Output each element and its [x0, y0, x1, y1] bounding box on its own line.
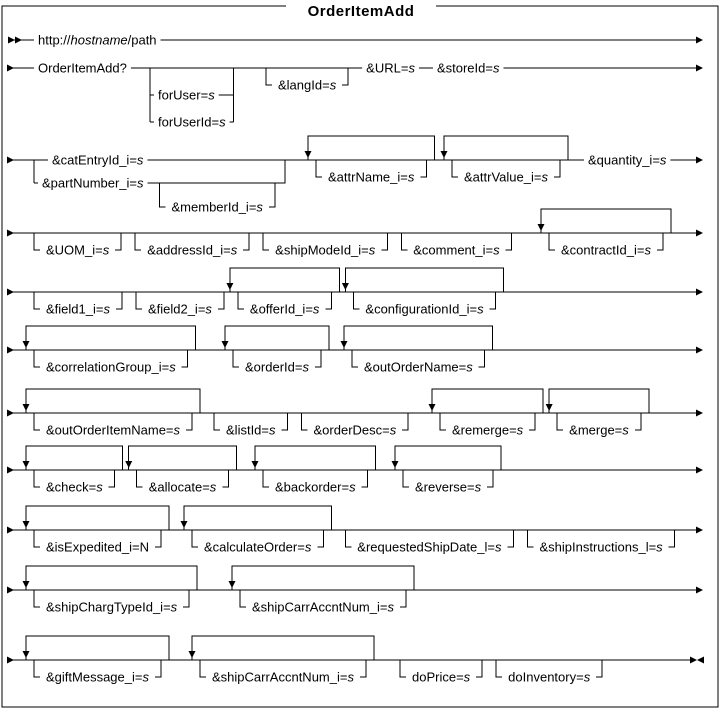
label-forUser: forUser=s — [158, 87, 215, 103]
label-outOrderName: &outOrderName=s — [364, 359, 473, 375]
label-configurationId: &configurationId_i=s — [365, 301, 484, 317]
label-shipCarrAccntNum2: &shipCarrAccntNum_i=s — [212, 669, 354, 685]
label-shipModeId: &shipModeId_i=s — [275, 242, 376, 258]
label-attrName: &attrName_i=s — [328, 169, 415, 185]
label-doPrice: doPrice=s — [412, 669, 471, 685]
label-attrValue: &attrValue_i=s — [464, 169, 548, 185]
label-isExpedited: &isExpedited_i=N — [46, 539, 149, 555]
label-field1: &field1_i=s — [46, 301, 110, 317]
label-catEntryId: &catEntryId_i=s — [52, 152, 144, 168]
label-contractId: &contractId_i=s — [561, 242, 651, 258]
label-url-path: http://hostname/path — [38, 32, 157, 48]
label-shipChargTypeId: &shipChargTypeId_i=s — [46, 599, 178, 615]
label-command: OrderItemAdd? — [38, 60, 127, 76]
label-merge: &merge=s — [569, 422, 629, 438]
label-calculateOrder: &calculateOrder=s — [204, 539, 312, 555]
label-memberId: &memberId_i=s — [171, 199, 263, 215]
label-forUserId: forUserId=s — [158, 114, 226, 130]
label-giftMessage: &giftMessage_i=s — [46, 669, 149, 685]
label-quantity: &quantity_i=s — [588, 152, 667, 168]
label-storeId: &storeId=s — [436, 60, 500, 76]
label-check: &check=s — [46, 479, 103, 495]
label-doInventory: doInventory=s — [508, 669, 591, 685]
label-outOrderItemName: &outOrderItemName=s — [46, 422, 181, 438]
label-orderId: &orderId=s — [245, 359, 309, 375]
label-shipCarrAccntNum: &shipCarrAccntNum_i=s — [252, 599, 394, 615]
label-reverse: &reverse=s — [415, 479, 482, 495]
diagram-title: OrderItemAdd — [307, 3, 415, 20]
label-UOM: &UOM_i=s — [46, 242, 110, 258]
label-comment: &comment_i=s — [413, 242, 500, 258]
label-URL: &URL=s — [366, 60, 415, 76]
label-backorder: &backorder=s — [275, 479, 356, 495]
label-partNumber: &partNumber_i=s — [42, 175, 144, 191]
label-shipInstructions: &shipInstructions_l=s — [539, 539, 663, 555]
label-orderDesc: &orderDesc=s — [313, 422, 397, 438]
label-allocate: &allocate=s — [148, 479, 217, 495]
label-offerId: &offerId_i=s — [249, 301, 320, 317]
label-requestedShipDate: &requestedShipDate_l=s — [357, 539, 502, 555]
label-field2: &field2_i=s — [147, 301, 212, 317]
label-remerge: &remerge=s — [452, 422, 524, 438]
label-listId: &listId=s — [226, 422, 276, 438]
label-langId: &langId=s — [278, 77, 337, 93]
label-correlationGroup: &correlationGroup_i=s — [46, 359, 176, 375]
label-addressId: &addressId_i=s — [147, 242, 238, 258]
